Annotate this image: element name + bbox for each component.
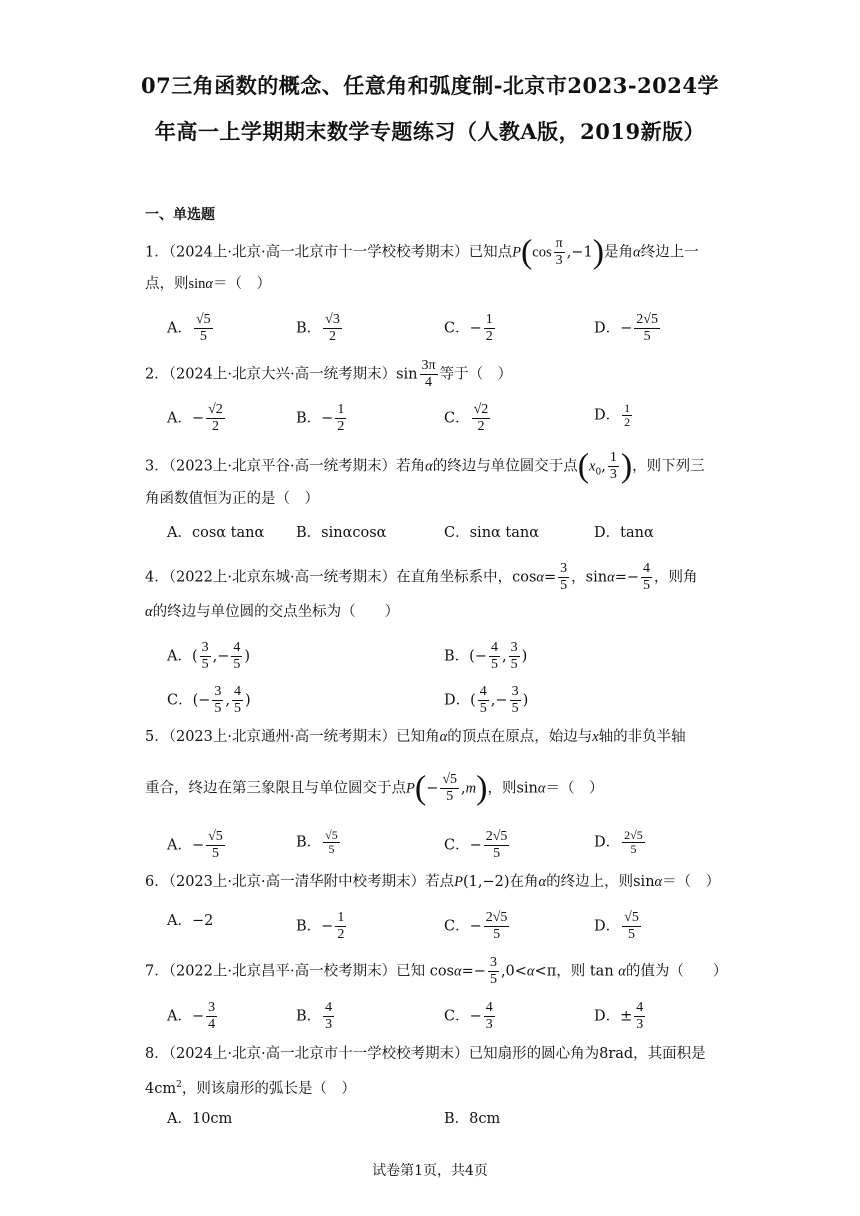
question-7-option-c: C．− $\frac{4}{3}$ [444,1000,493,1032]
question-7-option-b: B． $\frac{4}{3}$ [296,1000,333,1032]
question-7-option-a: A．− $\frac{3}{4}$ [167,1000,216,1032]
question-6: 6．（2023上·北京·高一清华附中校考期末）若点P(1,−2)在角α的终边上，则sinα＝（ ） [145,874,721,890]
question-3-option-d: D．tanα [594,525,654,541]
question-6-option-b: B．− $\frac{1}{2}$ [296,910,345,942]
question-4-option-b: B．(− $\frac{4}{5}$ , $\frac{3}{5}$ ) [444,640,528,672]
question-5-option-c: C．− $\frac{2√5}{5}$ [444,829,508,861]
question-3-option-b: B．sinαcosα [296,525,387,541]
question-5-option-b: B． $\frac{√5}{5}$ [296,828,338,856]
page-footer: 试卷第1页，共4页 [372,1163,488,1179]
question-2-option-b: B．− $\frac{1}{2}$ [296,402,345,434]
question-2-option-d: D． $\frac{1}{2}$ [594,401,631,429]
question-7-option-d: D．± $\frac{4}{3}$ [594,1000,644,1032]
question-7: 7．（2022上·北京昌平·高一校考期末）已知 cosα=− $\frac{3}{5}$ ,0<α<π，则 tan α的值为（ ） [145,955,728,987]
question-1-option-c: C．− $\frac{1}{2}$ [444,312,493,344]
question-1-option-d: D．− $\frac{2√5}{5}$ [594,312,658,344]
question-6-option-a: A．−2 [167,913,214,929]
document-title-line-1: 07三角函数的概念、任意角和弧度制-北京市2023-2024学 [140,73,720,98]
question-2: 2．（2024上·北京大兴·高一统考期末）sin $\frac{3\pi}{4}$ 等于（ ） [145,358,513,390]
question-5: 5．（2023上·北京通州·高一统考期末）已知角α的顶点在原点，始边与x轴的非负半轴 [145,729,686,745]
question-4-option-d: D．( $\frac{4}{5}$ ,− $\frac{3}{5}$ ) [444,684,529,716]
section-heading: 一、单选题 [145,207,215,223]
question-4: 4．（2022上·北京东城·高一统考期末）在直角坐标系中，cosα= $\frac{3}{5}$ ，sinα=− $\frac{4}{5}$ ，则角 [145,561,698,593]
question-1: 1．（2024上·北京·高一北京市十一学校校考期末）已知点P(cos $\frac{\pi}{3}$ ,−1)是角α终边上一 [145,233,699,271]
document-title-line-2: 年高一上学期期末数学专题练习（人教A版，2019新版） [154,119,706,144]
question-1-option-a: A． $\frac{√5}{5}$ [167,312,211,344]
question-1-option-b: B． $\frac{√3}{2}$ [296,312,340,344]
question-6-option-d: D． $\frac{√5}{5}$ [594,910,639,942]
question-3-line-2: 角函数值恒为正的是（ ） [145,491,319,507]
question-3-option-c: C．sinα tanα [444,525,540,541]
question-4-option-c: C．(− $\frac{3}{5}$ , $\frac{4}{5}$ ) [167,684,251,716]
question-4-line-2: α的终边与单位圆的交点坐标为（ ） [145,604,400,620]
question-8: 8．（2024上·北京·高一北京市十一学校校考期末）已知扇形的圆心角为8rad，其面积是 [145,1046,706,1062]
question-4-option-a: A．( $\frac{3}{5}$ ,− $\frac{4}{5}$ ) [167,640,251,672]
question-5-option-d: D． $\frac{2√5}{5}$ [594,828,643,856]
question-1-line-2: 点，则sinα＝（ ） [145,276,272,292]
question-2-option-c: C． $\frac{√2}{2}$ [444,402,489,434]
question-8-line-2: $4cm^2$，则该扇形的弧长是（ ） [145,1080,356,1097]
question-8-option-b: B．8cm [444,1111,501,1127]
question-6-option-c: C．− $\frac{2√5}{5}$ [444,910,508,942]
question-3: 3．（2023上·北京平谷·高一统考期末）若角α的终边与单位圆交于点($x_0$, $\frac{1}{3}$ )，则下列三 [145,447,705,485]
question-2-option-a: A．− $\frac{√2}{2}$ [167,402,223,434]
question-3-option-a: A．cosα tanα [167,525,265,541]
question-5-line-2: 重合，终边在第三象限且与单位圆交于点P(− $\frac{√5}{5}$ ,m)，则sinα＝（ ） [145,769,604,807]
question-8-option-a: A．10cm [167,1111,233,1127]
question-5-option-a: A．− $\frac{√5}{5}$ [167,829,223,861]
question-1-text: 1．（2024上·北京·高一北京市十一学校校考期末）已知点 [145,244,513,261]
